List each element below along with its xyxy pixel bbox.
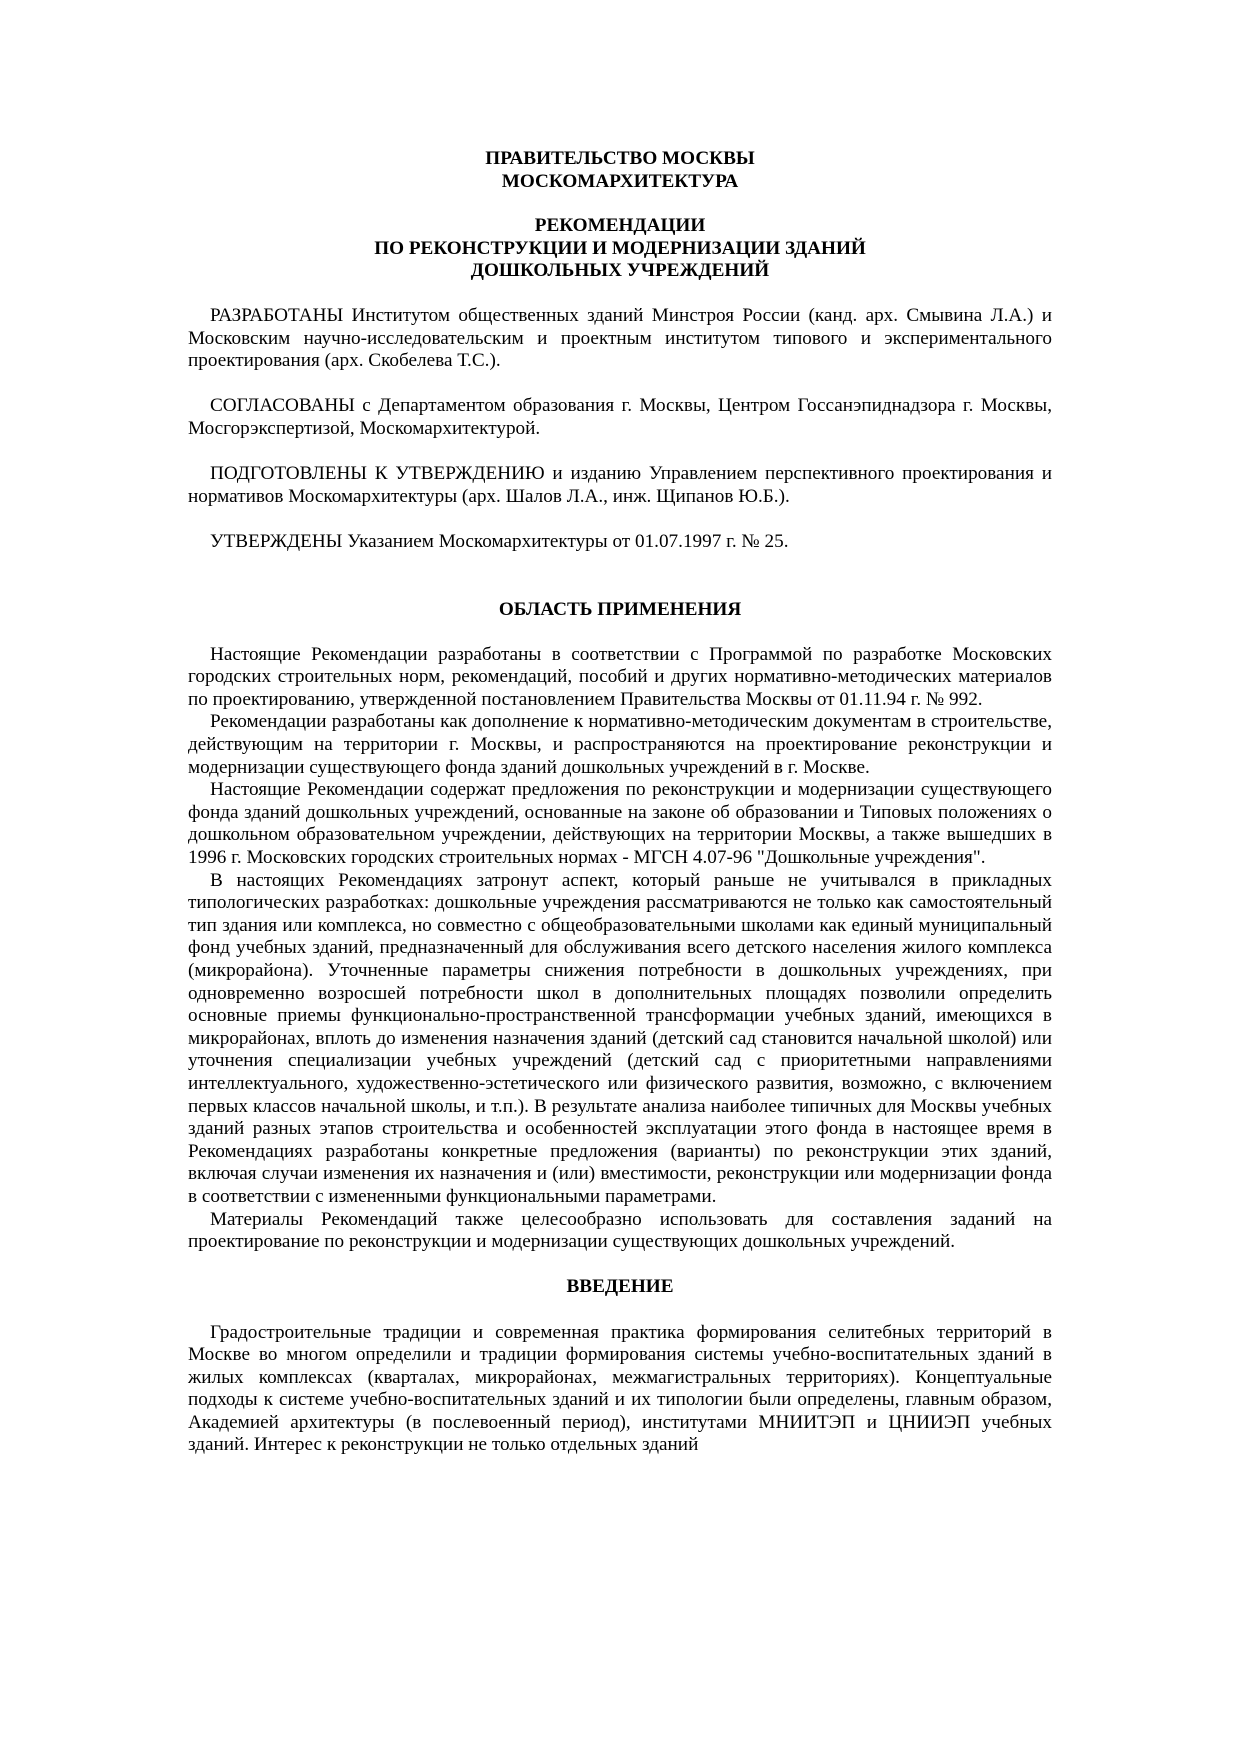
title-line-3: ДОШКОЛЬНЫХ УЧРЕЖДЕНИЙ bbox=[470, 260, 770, 282]
paragraph: Настоящие Рекомендации разработаны в соответствии с Программой по разработке Московских городских строительных норм, рекомендаций, пособий и других нормативно-методических материалов по проектированию, утвержденной постановлением Правительства Москвы от 01.11.94 г. № 992. bbox=[188, 643, 1052, 710]
document-page bbox=[188, 148, 1052, 1457]
section-introduction bbox=[188, 1322, 1052, 1458]
credit-developed: РАЗРАБОТАНЫ Институтом общественных зданий Минстроя России (канд. арх. Смывина Л.А.) и Московским научно-исследовательским и проектным институтом типового и экспериментального проектирования (арх. Скобелева Т.С.). bbox=[188, 304, 1052, 372]
paragraph: Настоящие Рекомендации содержат предложения по реконструкции и модернизации существующего фонда зданий дошкольных учреждений, основанные на законе об образовании и Типовых положениях о дошкольном образовательном учреждении, действующих на территории Москвы, а также вышедших в 1996 г. Московских городских строительных нормах - МГСН 4.07-96 "Дошкольные учреждения". bbox=[188, 779, 1052, 869]
section-heading-scope: ОБЛАСТЬ ПРИМЕНЕНИЯ bbox=[498, 598, 742, 620]
credit-agreed: СОГЛАСОВАНЫ с Департаментом образования г. Москвы, Центром Госсанэпиднадзора г. Москвы, Мосгорэкспертизой, Москомархитектурой. bbox=[188, 395, 1052, 439]
section-scope bbox=[188, 644, 1052, 1254]
credit-approved: УТВЕРЖДЕНЫ Указанием Москомархитектуры от 01.07.1997 г. № 25. bbox=[210, 530, 789, 552]
paragraph: Рекомендации разработаны как дополнение к нормативно-методическим документам в строительстве, действующим на территории г. Москвы, и распространяются на проектирование реконструкции и модернизации существующего фонда зданий дошкольных учреждений в г. Москве. bbox=[188, 711, 1052, 778]
title-line-1: РЕКОМЕНДАЦИИ bbox=[534, 215, 706, 237]
section-heading-introduction: ВВЕДЕНИЕ bbox=[566, 1276, 674, 1298]
title-line-2: ПО РЕКОНСТРУКЦИИ И МОДЕРНИЗАЦИИ ЗДАНИЙ bbox=[374, 237, 866, 259]
paragraph: Материалы Рекомендаций также целесообразно использовать для составления заданий на проектирование по реконструкции и модернизации существующих дошкольных учреждений. bbox=[188, 1208, 1052, 1253]
header-government: ПРАВИТЕЛЬСТВО МОСКВЫ bbox=[485, 148, 755, 169]
paragraph: В настоящих Рекомендациях затронут аспект, который раньше не учитывался в прикладных типологических разработках: дошкольные учреждения рассматриваются не только как самостоятельный тип здания или комплекса, но совместно с общеобразовательными школами как единый муниципальный фонд учебных зданий, предназначенный для обслуживания всего детского населения жилого комплекса (микрорайона). Уточненные параметры снижения потребности в дошкольных учреждениях, при одновременно возросшей потребности школ в дополнительных площадях позволили определить основные приемы функционально-пространственной трансформации учебных зданий, имеющихся в микрорайонах, вплоть до изменения назначения зданий (детский сад становится начальной школой) или уточнения специализации учебных учреждений (детский сад с приоритетными направлениями интеллектуального, художественно-эстетического или физического развития, возможно, с включением первых классов начальной школы, и т.п.). В результате анализа наиболее типичных для Москвы учебных зданий разных этапов строительства и особенностей эксплуатации этого фонда в настоящее время в Рекомендациях разработаны конкретные предложения (варианты) по реконструкции этих зданий, включая случаи изменения их назначения и (или) вместимости, реконструкции или модернизации фонда в соответствии с измененными функциональными параметрами. bbox=[188, 869, 1052, 1207]
credits-block bbox=[188, 305, 1052, 554]
document-title bbox=[188, 215, 1052, 283]
document-header bbox=[188, 148, 1052, 193]
spacer bbox=[188, 283, 1052, 305]
paragraph: Градостроительные традиции и современная практика формирования селитебных территорий в Москве во многом определили и традиции формирования системы учебно-воспитательных зданий в жилых комплексах (кварталах, микрорайонах, межмагистральных территориях). Концептуальные подходы к системе учебно-воспитательных зданий и их типологии были определены, главным образом, Академией архитектуры (в послевоенный период), институтами МНИИТЭП и ЦНИИЭП учебных зданий. Интерес к реконструкции не только отдельных зданий bbox=[188, 1321, 1052, 1456]
credit-prepared: ПОДГОТОВЛЕНЫ К УТВЕРЖДЕНИЮ и изданию Управлением перспективного проектирования и нормативов Москомархитектуры (арх. Шалов Л.А., инж. Щипанов Ю.Б.). bbox=[188, 463, 1052, 507]
header-agency: МОСКОМАРХИТЕКТУРА bbox=[501, 170, 739, 192]
spacer bbox=[188, 193, 1052, 215]
